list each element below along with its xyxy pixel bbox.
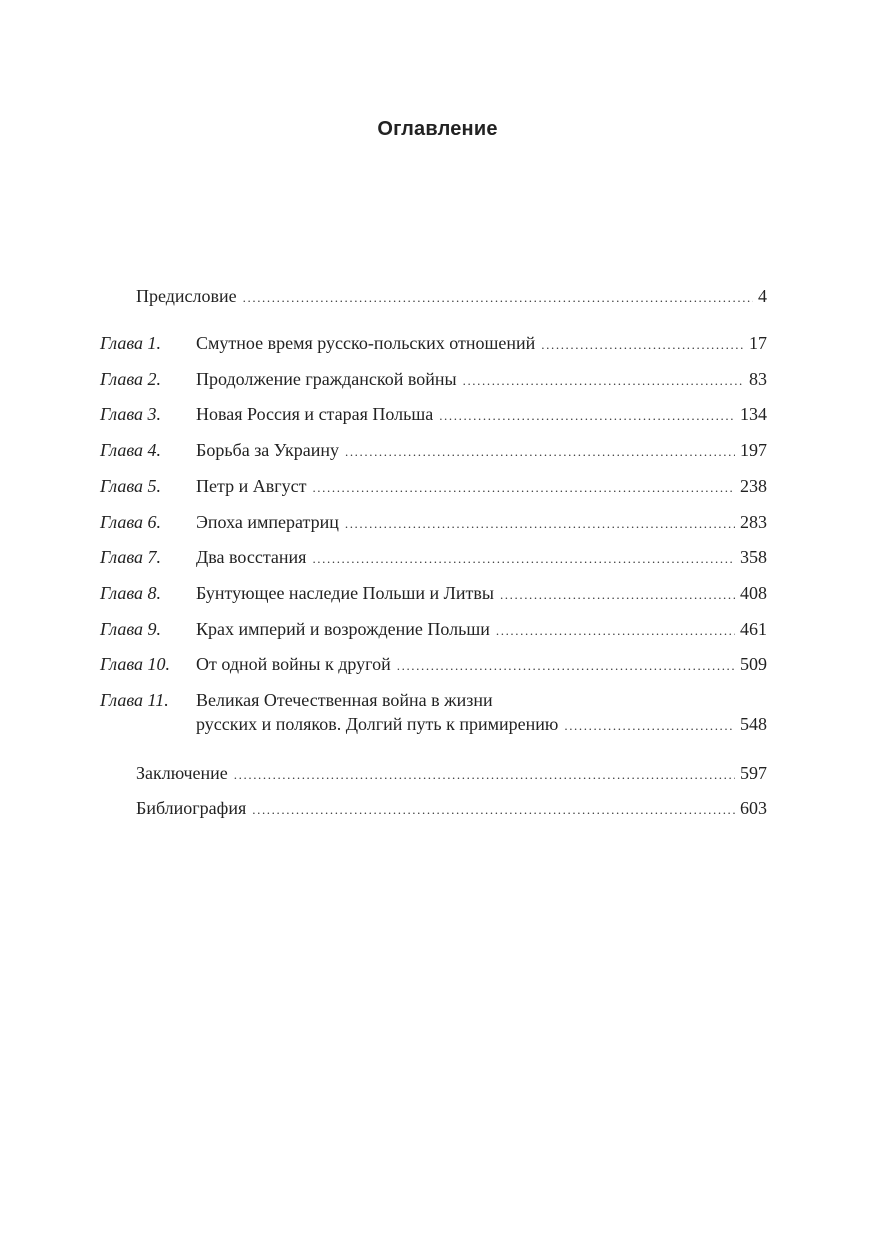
chapter-label: Глава 2. <box>100 369 162 389</box>
toc-entry-chapter-11[interactable] <box>100 688 767 712</box>
toc-entry-preface[interactable] <box>136 284 767 310</box>
page-number: 509 <box>740 654 767 674</box>
chapter-label: Глава 6. <box>100 512 162 532</box>
page-number: 461 <box>740 619 767 639</box>
page-number: 238 <box>740 476 767 496</box>
dot-leader <box>496 619 735 643</box>
toc-entry-chapter-5[interactable] <box>100 474 767 500</box>
dot-leader <box>312 476 735 500</box>
dot-leader <box>397 654 735 678</box>
chapter-label: Глава 3. <box>100 404 162 424</box>
chapter-label: Глава 7. <box>100 547 162 567</box>
dot-leader <box>500 583 735 607</box>
toc-entry-conclusion[interactable] <box>136 761 767 787</box>
entry-title: Два восстания <box>196 547 307 567</box>
entry-title: Эпоха императриц <box>196 512 339 532</box>
dot-leader <box>252 798 735 822</box>
page-number: 358 <box>740 547 767 567</box>
toc-entry-chapter-3[interactable] <box>100 402 767 428</box>
chapter-label: Глава 4. <box>100 440 162 460</box>
toc-entry-chapter-11-continued[interactable] <box>196 712 767 738</box>
chapter-label: Глава 10. <box>100 654 171 674</box>
page-number: 17 <box>749 333 767 353</box>
entry-title: Библиография <box>136 798 247 818</box>
page-number: 4 <box>758 286 767 306</box>
entry-title-continued: русских и поляков. Долгий путь к примирению <box>196 714 559 734</box>
entry-title: Новая Россия и старая Польша <box>196 404 434 424</box>
toc-entry-chapter-9[interactable] <box>100 617 767 643</box>
entry-title: Борьба за Украину <box>196 440 339 460</box>
page-number: 134 <box>740 404 767 424</box>
entry-title: Заключение <box>136 763 228 783</box>
entry-title: Крах империй и возрождение Польши <box>196 619 490 639</box>
toc-entry-chapter-1[interactable] <box>100 331 767 357</box>
toc-entry-chapter-4[interactable] <box>100 438 767 464</box>
toc-entry-chapter-6[interactable] <box>100 510 767 536</box>
dot-leader <box>564 714 735 738</box>
chapter-label: Глава 9. <box>100 619 162 639</box>
page-number: 408 <box>740 583 767 603</box>
entry-title: Предисловие <box>136 286 237 306</box>
page-number: 603 <box>740 798 767 818</box>
chapter-label: Глава 5. <box>100 476 162 496</box>
entry-title: Продолжение гражданской войны <box>196 369 457 389</box>
chapter-label: Глава 11. <box>100 690 169 710</box>
dot-leader <box>243 286 753 310</box>
toc-entry-bibliography[interactable] <box>136 796 767 822</box>
page-number: 197 <box>740 440 767 460</box>
page-title: Оглавление <box>377 118 498 140</box>
page-number: 283 <box>740 512 767 532</box>
page-number: 548 <box>740 714 767 734</box>
toc-entry-chapter-7[interactable] <box>100 545 767 571</box>
entry-title: Великая Отечественная война в жизни <box>196 690 493 710</box>
entry-title: Смутное время русско-польских отношений <box>196 333 536 353</box>
dot-leader <box>312 547 735 571</box>
chapter-label: Глава 8. <box>100 583 162 603</box>
toc-entry-chapter-8[interactable] <box>100 581 767 607</box>
dot-leader <box>463 369 744 393</box>
dot-leader <box>345 512 735 536</box>
page-number: 83 <box>749 369 767 389</box>
toc-entry-chapter-2[interactable] <box>100 367 767 393</box>
entry-title: Бунтующее наследие Польши и Литвы <box>196 583 494 603</box>
chapter-label: Глава 1. <box>100 333 162 353</box>
dot-leader <box>439 404 735 428</box>
toc-entry-chapter-10[interactable] <box>100 652 767 678</box>
dot-leader <box>541 333 744 357</box>
dot-leader <box>345 440 735 464</box>
page-number: 597 <box>740 763 767 783</box>
entry-title: От одной войны к другой <box>196 654 391 674</box>
entry-title: Петр и Август <box>196 476 307 496</box>
dot-leader <box>234 763 735 787</box>
